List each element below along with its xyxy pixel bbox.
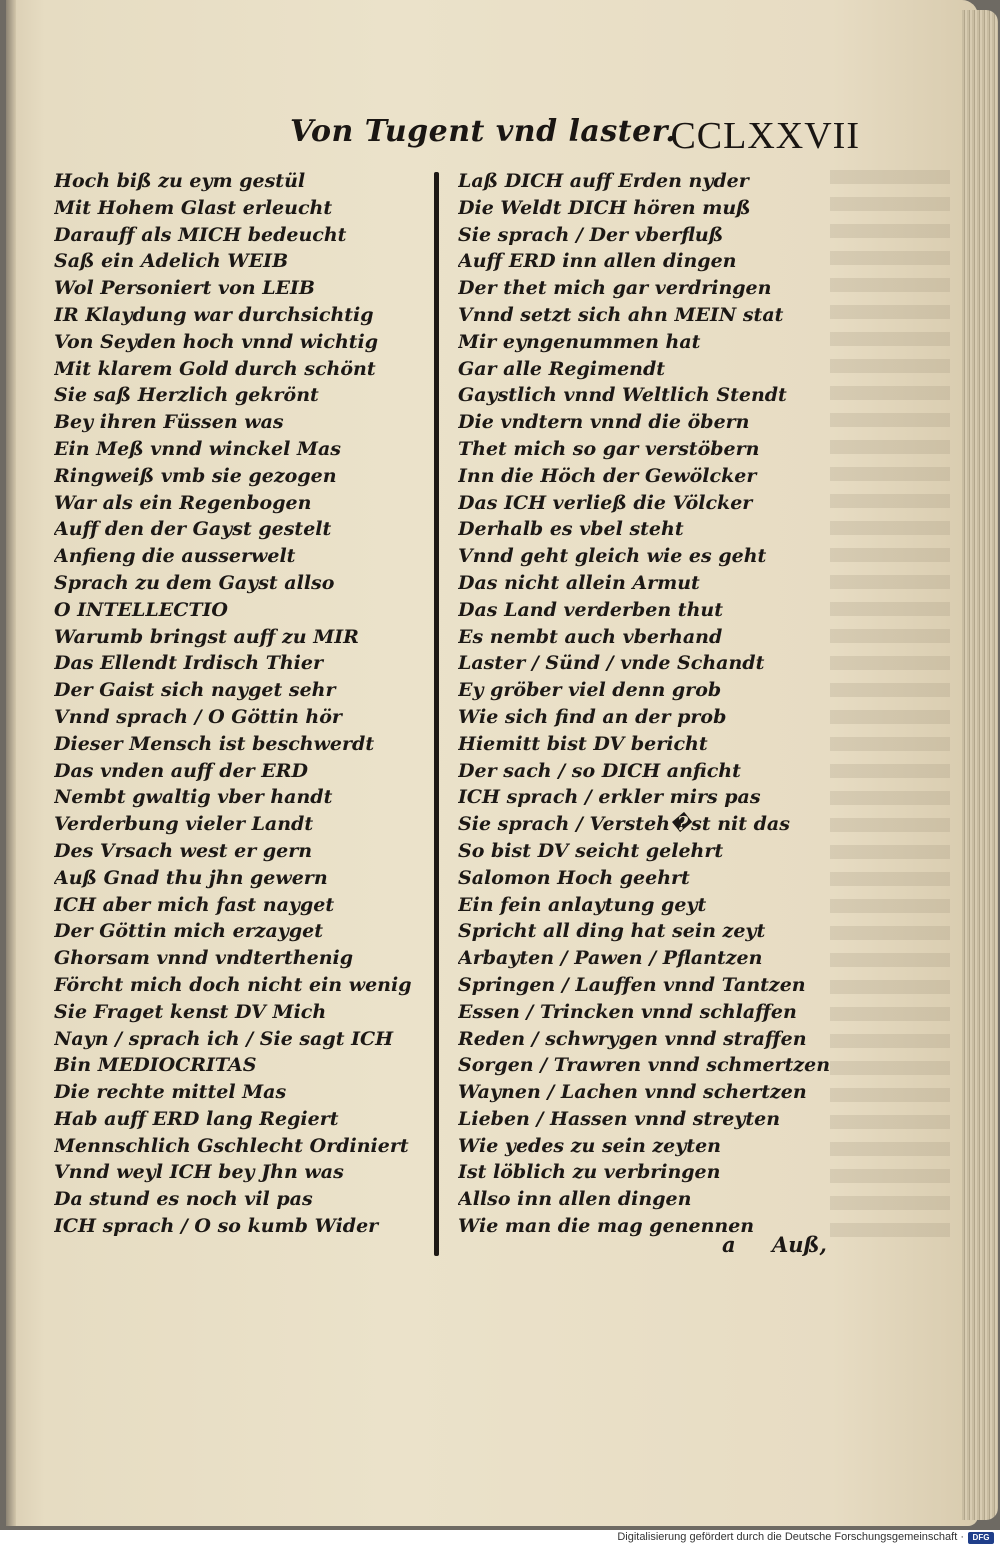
verse-line: Reden / schwrygen vnnd straffen [458,1027,807,1050]
verse-line: Dieser Mensch ist beschwerdt [54,732,375,755]
verse-line: Vnnd geht gleich wie es geht [458,545,767,568]
verse-line: IR Klaydung war durchsichtig [54,303,374,326]
verse-line: Ghorsam vnnd vndterthenig [54,947,354,970]
verse-line: Allso inn allen dingen [458,1188,692,1211]
verse-line: Saß ein Adelich WEIB [54,250,289,273]
verse-line: Hiemitt bist DV bericht [458,732,708,755]
verse-line: Auß Gnad thu jhn gewern [54,866,328,889]
verse-line: Mir eyngenummen hat [458,330,701,353]
verse-line: Nayn / sprach ich / Sie sagt ICH [54,1027,394,1050]
verse-line: ICH sprach / erkler mirs pas [458,786,761,809]
credit-text: Digitalisierung gefördert durch die Deutsche Forschungsgemeinschaft · [617,1531,964,1543]
page-edges [962,10,998,1520]
verse-line: Von Seyden hoch vnnd wichtig [54,330,379,353]
verse-line: ICH sprach / O so kumb Wider [54,1215,379,1238]
signature-mark: a [722,1232,736,1257]
right-column [458,168,830,1240]
verse-line: Springen / Lauffen vnnd Tantzen [458,973,806,996]
verse-line: Wie man die mag genennen [458,1215,755,1238]
verse-line: Das nicht allein Armut [458,571,700,594]
verse-line: Derhalb es vbel steht [458,518,684,541]
verse-line: Mennschlich Gschlecht Ordiniert [54,1134,409,1157]
verse-line: Salomon Hoch geehrt [458,866,690,889]
verse-line: Vnnd sprach / O Göttin hör [54,705,342,728]
verse-line: Sie Fraget kenst DV Mich [54,1000,327,1023]
verse-line: Lieben / Hassen vnnd streyten [458,1107,781,1130]
verse-line: Laß DICH auff Erden nyder [458,170,749,192]
verse-line: Essen / Trincken vnnd schlaffen [458,1000,797,1023]
verse-line: O INTELLECTIO [54,598,228,621]
verse-line: War als ein Regenbogen [54,491,312,514]
verse-line: Verderbung vieler Landt [54,813,314,836]
verse-line: Darauff als MICH bedeucht [54,223,347,246]
verse-line: Das Land verderben thut [458,598,723,621]
verse-line: Die rechte mittel Mas [54,1081,287,1104]
verse-line: Die vndtern vnnd die öbern [458,411,750,434]
verse-line: Sprach zu dem Gayst allso [54,571,335,594]
verse-line: Das vnden auff der ERD [54,759,308,782]
verse-line: Der Gaist sich nayget sehr [54,679,336,702]
page-gutter [6,0,16,1526]
verse-line: Sie saß Herzlich gekrönt [54,384,319,407]
verse-line: So bist DV seicht gelehrt [458,839,724,862]
verse-line: Das Ellendt Irdisch Thier [54,652,323,675]
verse-line: Der sach / so DICH anficht [458,759,741,782]
verse-line: ICH aber mich fast nayget [54,893,335,916]
verse-line: Des Vrsach west er gern [54,839,313,862]
verse-line: Das ICH verließ die Völcker [458,491,753,514]
verse-line: Ein Meß vnnd winckel Mas [54,437,341,460]
dfg-logo: DFG [968,1532,994,1544]
verse-line: Auff den der Gayst gestelt [54,518,332,541]
verse-line: Ey gröber viel denn grob [458,679,722,702]
verse-line: Da stund es noch vil pas [54,1188,313,1211]
verse-line: Warumb bringst auff zu MIR [54,625,359,648]
verse-line: Ist löblich zu verbringen [458,1161,721,1184]
verse-line: Es nembt auch vberhand [458,625,723,648]
verse-line: Sie sprach / Der vberfluß [458,223,724,246]
folio-number: CCLXXVII [670,115,860,157]
verse-line: Vnnd weyl ICH bey Jhn was [54,1161,344,1184]
verse-line: Waynen / Lachen vnnd schertzen [458,1081,807,1104]
verse-line: Förcht mich doch nicht ein wenig [54,973,412,996]
show-through-text [830,170,950,1250]
verse-line: Wol Personiert von LEIB [54,277,315,300]
verse-line: Inn die Höch der Gewölcker [458,464,757,487]
verse-line: Thet mich so gar verstöbern [458,437,760,460]
verse-line: Bey ihren Füssen was [54,411,284,434]
verse-line: Der Göttin mich erzayget [54,920,323,943]
verse-line: Sie sprach / Versteh�st nit das [458,813,790,836]
verse-line: Gar alle Regimendt [458,357,666,380]
verse-line: Der thet mich gar verdringen [458,277,772,300]
verse-line: Bin MEDIOCRITAS [54,1054,257,1077]
verse-line: Anfieng die ausserwelt [54,545,296,568]
verse-line: Spricht all ding hat sein zeyt [458,920,766,943]
verse-line: Wie sich find an der prob [458,705,727,728]
verse-line: Mit Hohem Glast erleucht [54,196,333,219]
verse-line: Laster / Sünd / vnde Schandt [458,652,765,675]
credit-bar [0,1530,1000,1547]
verse-line: Gaystlich vnnd Weltlich Stendt [458,384,787,407]
verse-line: Hoch biß zu eym gestül [54,170,306,192]
page-header [290,114,860,166]
verse-line: Sorgen / Trawren vnnd schmertzen [458,1054,830,1077]
verse-line: Mit klarem Gold durch schönt [54,357,376,380]
verse-line: Nembt gwaltig vber handt [54,786,333,809]
verse-line: Vnnd setzt sich ahn MEIN stat [458,303,784,326]
verse-line: Die Weldt DICH hören muß [458,196,751,219]
verse-line: Wie yedes zu sein zeyten [458,1134,721,1157]
verse-line: Auff ERD inn allen dingen [458,250,737,273]
left-column [54,168,426,1240]
catchword: Auß, [772,1232,827,1257]
verse-line: Ein fein anlaytung geyt [458,893,707,916]
column-rule [434,172,439,1256]
verse-line: Ringweiß vmb sie gezogen [54,464,337,487]
verse-line: Hab auff ERD lang Regiert [54,1107,339,1130]
running-title: Von Tugent vnd laster. [290,114,677,149]
verse-line: Arbayten / Pawen / Pflantzen [458,947,763,970]
